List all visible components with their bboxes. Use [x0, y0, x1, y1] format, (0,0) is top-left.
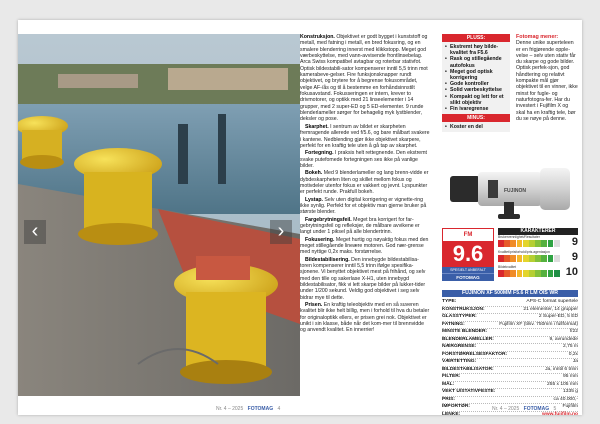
- chevron-left-icon: ‹: [31, 220, 39, 242]
- rating-bar-segment: [504, 240, 510, 247]
- rating-label: Kvalitet/prisforhold/pris.agentasjon: [498, 250, 550, 254]
- rating-row: [498, 250, 578, 265]
- spec-key: KONSTRUKSJON:: [442, 306, 485, 312]
- spec-key: NÆRGRENSE:: [442, 344, 477, 349]
- article-paragraph: [300, 34, 430, 123]
- spec-key: MINSTE BLENDER:: [442, 329, 488, 334]
- spec-value: 2 Super-ED, 5 ED: [538, 314, 578, 319]
- rating-bar-segment: [554, 255, 560, 262]
- paragraph-text: Selv uten digital korrigering er vignette-ring ikke synlig. Perfekt for et objektiv man gjerne bruker på største blender.: [300, 196, 427, 216]
- rating-bar-segment: [523, 255, 529, 262]
- spec-row: [442, 299, 578, 307]
- rating-bar-segment: [523, 240, 529, 247]
- fotomag-logo: FOTOMAG: [247, 406, 274, 412]
- rating-bar-segment: [510, 270, 516, 277]
- spec-value: Ja: [572, 359, 578, 364]
- spec-value: 255 x 105 mm: [547, 381, 578, 387]
- spec-value: ca 40.000,-: [553, 396, 578, 402]
- spec-value: 2,75 m: [563, 344, 578, 349]
- paragraph-lead: Fortegning.: [305, 150, 334, 157]
- rating-bar-segment: [504, 270, 510, 277]
- rating-bar-segment: [517, 255, 523, 262]
- article-paragraph: [300, 237, 430, 256]
- list-item: • Kompakt og lett for et slikt objektiv: [445, 94, 507, 106]
- lens-product-photo: [444, 158, 574, 222]
- spec-value: Fujifilm: [562, 404, 578, 409]
- paragraph-text: En kraftig teleobjektiv med en så suveren kvalitet blir ikke helt billig, men i forhold til hva du betaler for originaloptikk ellers, er prisen grei nok. Objektivet er unikt i sin klasse, både når det kom-mer til brennvidde og anvendt kvalitet. En innerrier!: [300, 302, 430, 334]
- list-item: • Meget god optisk korrigering: [445, 69, 507, 81]
- rating-bar-segment: [498, 270, 504, 277]
- paragraph-lead: Konstruksjon.: [300, 34, 335, 40]
- spec-value: 1335 g: [563, 389, 578, 394]
- magazine-spread: [18, 20, 582, 415]
- paragraph-lead: Lystap.: [305, 196, 323, 203]
- rating-bar-segment: [504, 255, 510, 262]
- paragraph-text: I sentrum av bildet er skarpheten fremragende allerede ved f/5.6, og bare målbart svakere i kantene. Nedblending gjør ikke objektivet skarpere, perfekt for en kraftig tele uten å gå tap av skarphet.: [300, 123, 430, 149]
- article-paragraph: [300, 150, 430, 169]
- paragraph-lead: Bokeh.: [305, 170, 323, 177]
- fotomag-logo: FOTOMAG: [523, 406, 550, 412]
- spec-key: VEKT U/STATIVFESTE:: [442, 389, 496, 394]
- article-paragraph: [300, 124, 430, 149]
- right-page-footer: [492, 406, 556, 412]
- article-paragraph: [300, 197, 430, 216]
- rating-bar-segment: [548, 270, 554, 277]
- spec-value: f/22: [569, 329, 578, 334]
- next-page-button[interactable]: [270, 220, 292, 244]
- article-paragraph: [300, 257, 430, 301]
- spec-table: [442, 299, 578, 415]
- cons-heading: MINUS:: [442, 114, 510, 122]
- photo-illustration: [18, 34, 300, 396]
- spec-key: BILDESTABILISATOR:: [442, 366, 494, 372]
- paragraph-text: Den innebygde bildestabilisa-toren kompenserer inntil 5,5 trinn ifølge spesifika-sjonene. Vi benyttet objektivet mest på frihånd, og selv med den tille og sakerlase X-H1, uten innebygd bildestabilisator, fikk vi lett skarpe bilder på lukker-tider under 1/200 sekund. Veldig god objektivet i seg selv bidrar mye til dette.: [300, 256, 426, 301]
- rating-bar-segment: [517, 270, 523, 277]
- rating-rows: [498, 235, 578, 280]
- right-page: [300, 20, 582, 415]
- list-item: • Rask og stillegående autofokus: [445, 56, 507, 68]
- pros-list: [442, 42, 510, 114]
- spec-key: FATNING:: [442, 321, 465, 327]
- list-item: • Koster en del: [445, 124, 507, 130]
- lens-brand-text: FUJINON: [504, 188, 526, 194]
- spec-key: VÆRTETTING:: [442, 359, 477, 364]
- rating-bar-segment: [548, 240, 554, 247]
- paragraph-lead: Bildestabilisering.: [305, 256, 350, 263]
- spec-value: Ja, inntil 6 trinn: [545, 366, 578, 372]
- recommended-label: SPESIELT ANBEFALT: [442, 267, 494, 273]
- left-page: [18, 20, 300, 415]
- spec-value: APS-C format supertele: [526, 299, 578, 304]
- spec-key: IMPORTØR:: [442, 404, 470, 409]
- spec-row: [442, 374, 578, 382]
- rating-bar-segment: [535, 255, 541, 262]
- spec-row: [442, 337, 578, 345]
- pros-cons-box: [442, 34, 510, 132]
- paragraph-lead: Prisen.: [305, 302, 323, 309]
- rating-bar-segment: [498, 240, 504, 247]
- spec-value: 9, avrundede: [549, 336, 578, 342]
- rating-bar-segment: [554, 240, 560, 247]
- rating-bar-segment: [548, 255, 554, 262]
- rating-bar-segment: [529, 270, 535, 277]
- verdict-sidebar: [516, 34, 578, 122]
- spec-row: [442, 367, 578, 375]
- spec-value: 95 mm: [563, 374, 578, 379]
- paragraph-text: Med 9 blenderlameller og lang brenn-vidde er dybdeskarpheten liten og skillet mellom fokus og motivdeler utenfor fokus er vakkert og jevnt. Lyspunkter er perfekt runde. Prakfull bokeh.: [300, 170, 429, 196]
- spec-value: Fujifilm XF (tilsv. 750mm i fullformat): [499, 321, 578, 327]
- paragraph-text: Meget bra korrigert for far-gebrytningsfeil og refleksjer, de målbare avvikene er langt under 1 piksel på alle blendertrinn.: [300, 216, 420, 236]
- spec-row: [442, 344, 578, 352]
- spec-row: [442, 382, 578, 390]
- rating-label: Bildekvalitet: [498, 265, 517, 269]
- page-number: 4: [277, 406, 281, 412]
- paragraph-lead: Fokusering.: [305, 236, 335, 243]
- spec-key: FILTER:: [442, 374, 461, 379]
- paragraph-text: Objektivet er godt bygget i kunststoff og metall, med fatning i metall, en bred fokusring, og en smalere blenderring innerst med klikkstopp. Meget god værbeskyttelse, med vann-avvisende frontlinsebelag. Arca Swiss kompatibel avtagbar og roterbar stativfot. Optisk bildestabili-sator kompenserer inntil 5,5 trinn mot kamerabeve-gelser. Fire funksjonsknapper rundt objektivet, og brytere for å begrense fokusområdet, velge AF-/ås og til å bestemme en forhåndsinnstilt fokusavstand. Fokusseringen er intern, krever to drivmotorer, og optikk med 21 linseelementer i 14 grupper, med 2 super-ED og 5 ED-elementer. 9 runde blenderlameller sørger for behagelig myk lystblender, deksler og pose.: [300, 34, 428, 123]
- rating-bar-segment: [529, 255, 535, 262]
- page-number: 5: [553, 406, 557, 412]
- rating-bar: [498, 270, 560, 277]
- score-badge: [442, 228, 494, 288]
- list-item: • Fin ivaregrense: [445, 106, 507, 112]
- rating-bar-segment: [535, 240, 541, 247]
- article-paragraph: [300, 302, 430, 334]
- spec-row: [442, 397, 578, 405]
- rating-bar: [498, 240, 560, 247]
- previous-page-button[interactable]: [24, 220, 46, 244]
- rating-bar-segment: [529, 240, 535, 247]
- list-item: • Gode kontroller: [445, 81, 507, 87]
- spec-key: GLASSTYPER:: [442, 314, 477, 319]
- spec-row: [442, 307, 578, 315]
- rating-bar-segment: [541, 255, 547, 262]
- paragraph-lead: Skarphet.: [305, 123, 329, 130]
- spec-key: FORSTØRRELSESFAKTOR:: [442, 351, 508, 357]
- article-paragraph: [300, 217, 430, 236]
- spec-row: [442, 412, 578, 416]
- rating-bar-segment: [498, 255, 504, 262]
- issue-number: Nr. 4 – 2025: [216, 406, 244, 412]
- spec-row: [442, 352, 578, 360]
- rating-bar-segment: [541, 270, 547, 277]
- cons-list: [442, 122, 510, 132]
- product-link[interactable]: www.fujifilm.no: [542, 411, 578, 415]
- score-badge-header: FM: [442, 228, 494, 241]
- spec-value: 21 elementer, 14 grupper: [523, 306, 578, 312]
- rating-label: Brukervennlighet/Resultater: [498, 235, 540, 239]
- list-item: • Ekstremt høy bilde-kvalitet fra F5.6: [445, 44, 507, 56]
- rating-bar: [498, 255, 560, 262]
- verdict-text: Denne unike superteleen er en frigjørende opple-velse – selv uten stativ får du skarpe og gode bilder. Optisk perfek-sjon, god håndtering og relativt kompakte mål gjør objektivet til en vinner, ikke minst for fugle- og naturfotogra-fer. Har du investert i Fujifilm X og skal ha en kraftig tele, bør du se nøye på denne.: [516, 40, 578, 122]
- spec-value: 0,2x: [568, 351, 578, 357]
- issue-number: Nr. 4 – 2025: [492, 406, 520, 412]
- pros-heading: PLUSS:: [442, 34, 510, 42]
- paragraph-text: I praksis helt rettegnende. Den ekstremt svake putefomede fortegningen ses ikke på vanlige bilder.: [300, 150, 427, 169]
- spec-row: [442, 314, 578, 322]
- left-page-footer: [216, 406, 280, 412]
- paragraph-lead: Fargebrytningsfeil.: [305, 216, 352, 223]
- rating-bar-segment: [510, 255, 516, 262]
- ratings-panel: [498, 228, 578, 280]
- rating-bar-segment: [554, 270, 560, 277]
- spec-key: BLENDERLAMELLER:: [442, 336, 494, 342]
- spec-key: PRIS:: [442, 396, 456, 402]
- spec-key: LENKE:: [442, 411, 461, 415]
- harbor-bollard-photo: [18, 34, 300, 396]
- paragraph-text: Meget hurtig og nøyaktig fokus med den meget stillegående lineære motoren. God nær-grense med nyttige 0,2x maks. forstørrelse.: [300, 236, 429, 256]
- overall-score: 9.6: [442, 241, 494, 267]
- rating-row: [498, 265, 578, 280]
- spec-key: MÅL:: [442, 381, 455, 387]
- list-item: • Solid værbeskyttelse: [445, 87, 507, 93]
- chevron-right-icon: ›: [277, 220, 285, 242]
- spec-row: [442, 329, 578, 337]
- rating-bar-segment: [517, 240, 523, 247]
- spec-row: [442, 359, 578, 367]
- spec-key: TYPE:: [442, 299, 457, 304]
- spec-table-title: FUJINON XF 500MM F5.6 R LM OIS WR: [442, 290, 578, 297]
- spec-row: [442, 389, 578, 397]
- rating-bar-segment: [523, 270, 529, 277]
- score-brand: FOTOMAG: [442, 273, 494, 281]
- ratings-title: KARAKTERER: [498, 228, 578, 235]
- rating-row: [498, 235, 578, 250]
- rating-bar-segment: [510, 240, 516, 247]
- spec-row: [442, 322, 578, 330]
- verdict-title: Fotomag mener:: [516, 34, 559, 40]
- rating-value: 10: [565, 266, 578, 278]
- article-column: [300, 34, 430, 335]
- rating-value: 9: [571, 236, 578, 248]
- rating-bar-segment: [535, 270, 541, 277]
- rating-bar-segment: [541, 240, 547, 247]
- article-paragraph: [300, 170, 430, 195]
- rating-value: 9: [571, 251, 578, 263]
